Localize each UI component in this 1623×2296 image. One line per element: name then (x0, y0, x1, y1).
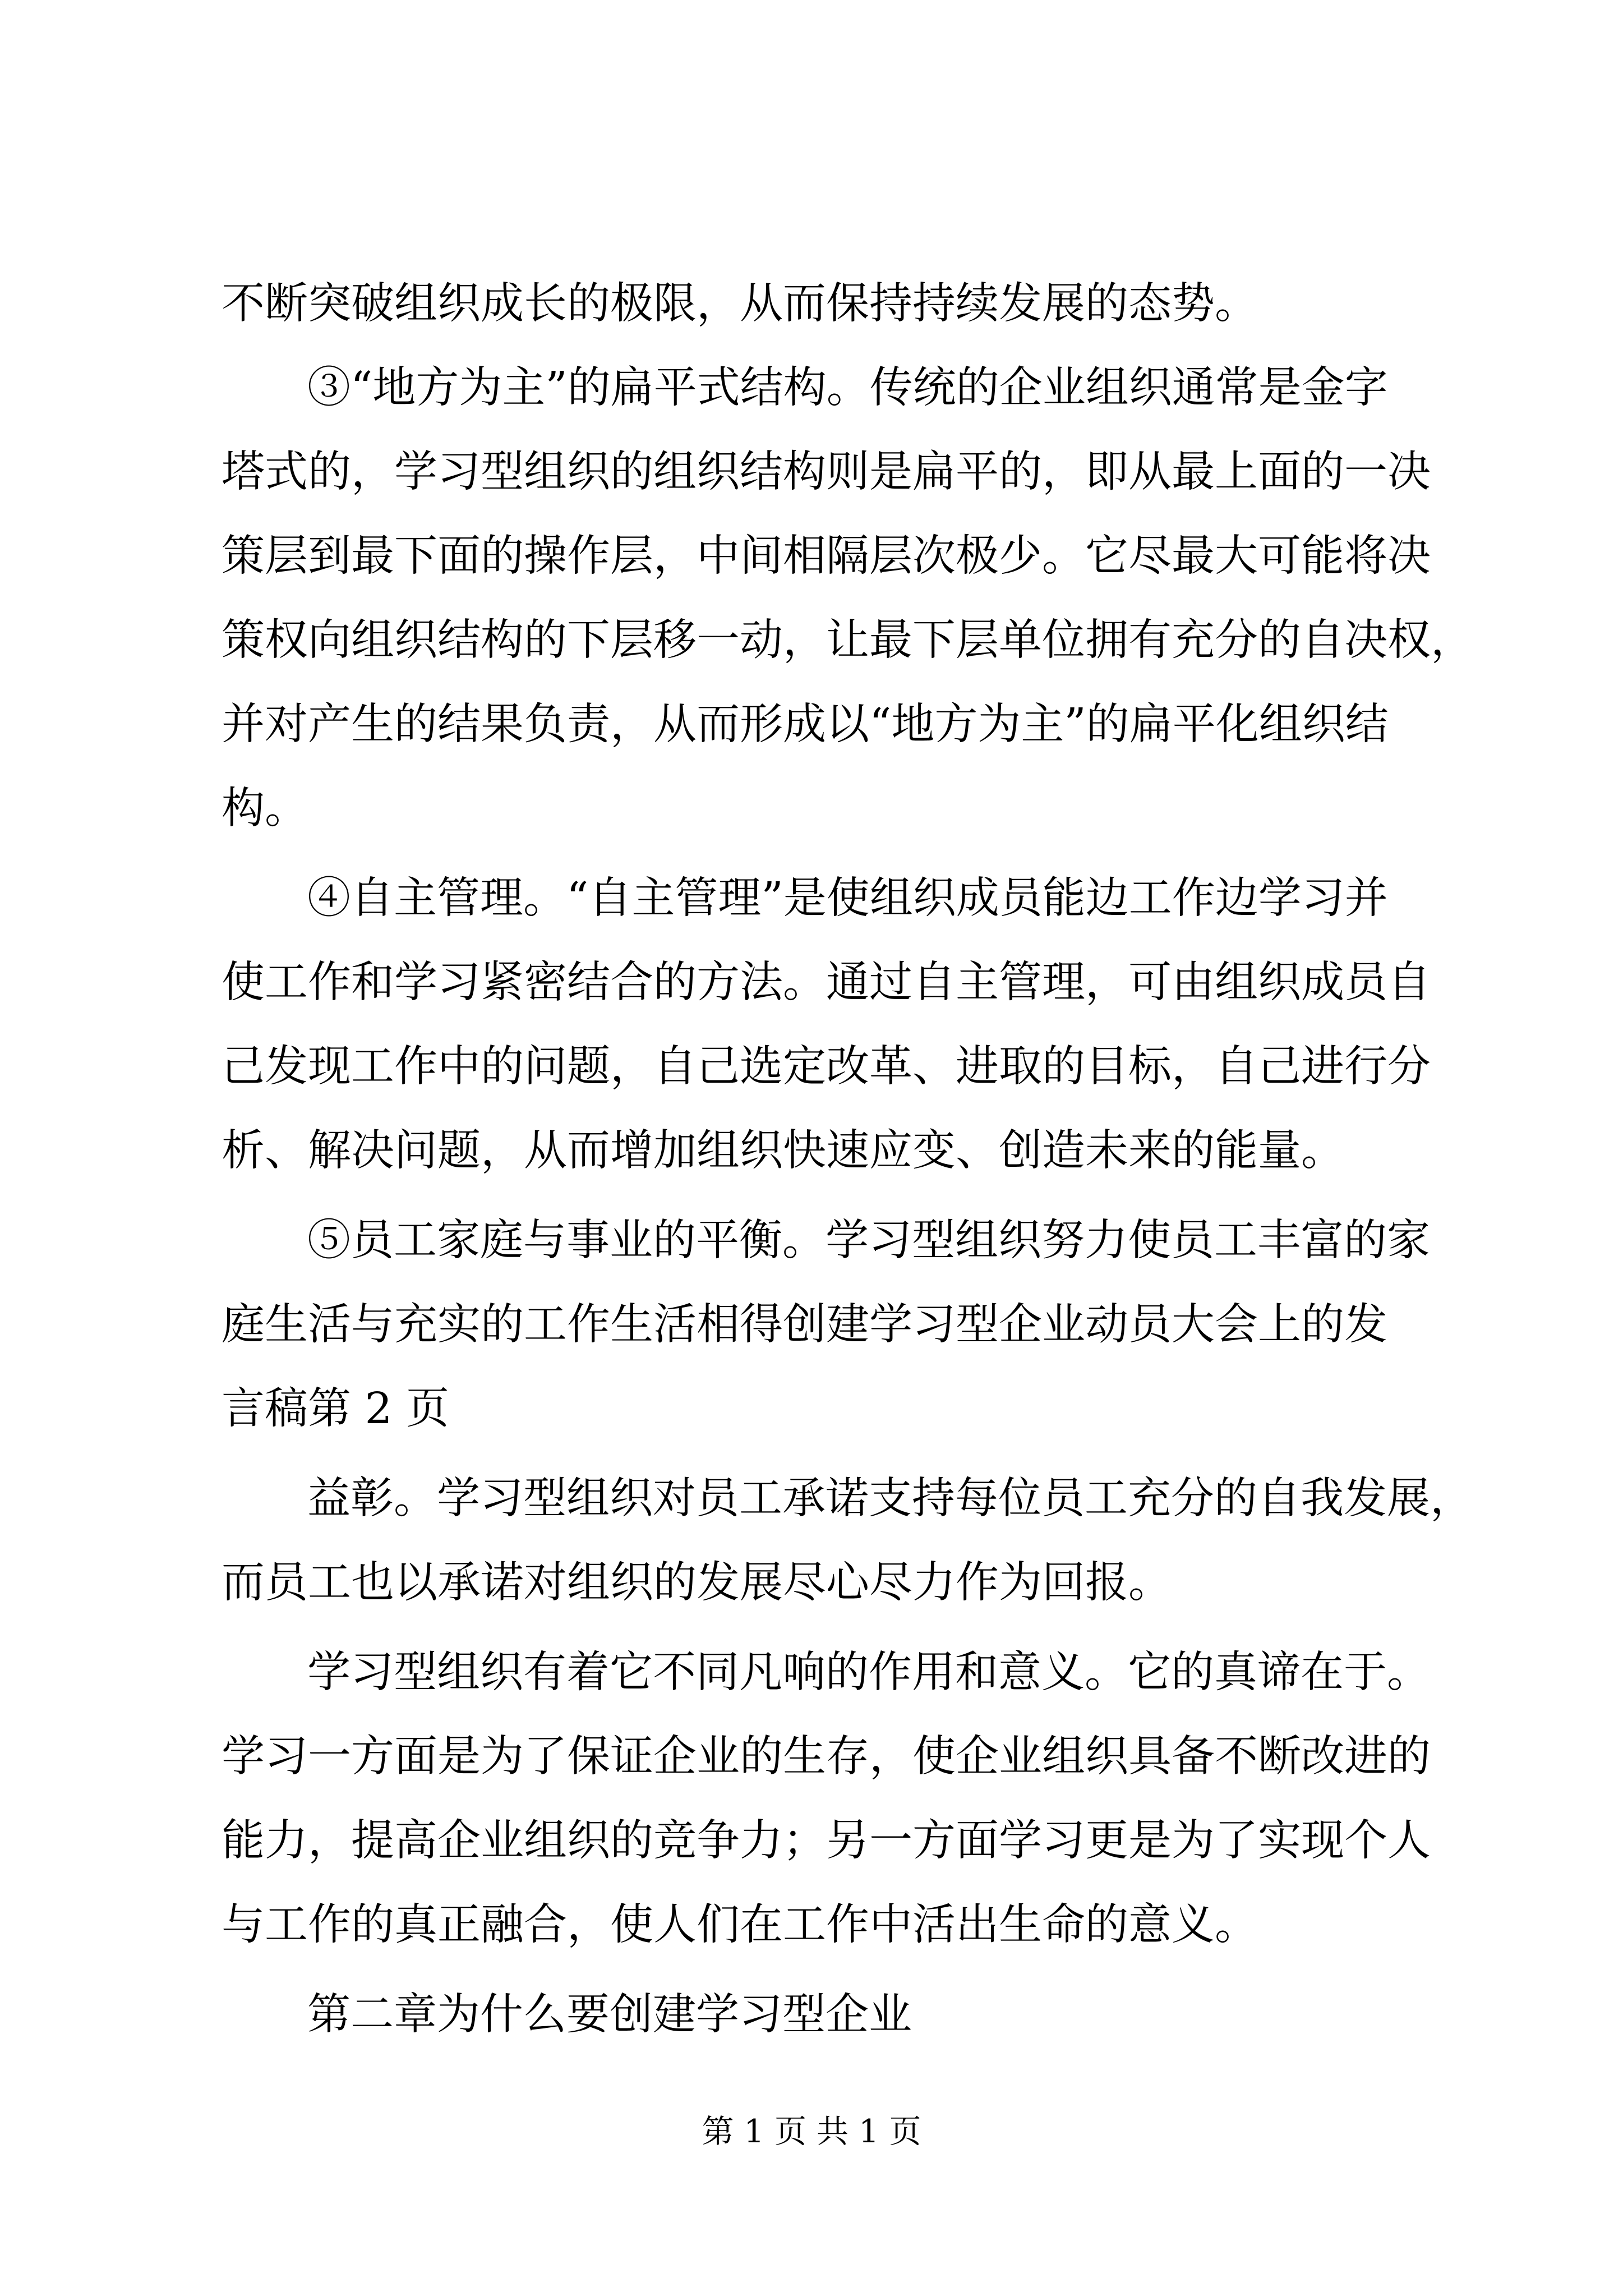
body-text-line: 与工作的真正融合，使人们在工作中活出生命的意义。 (222, 1900, 1258, 1950)
body-text-line: ③“地方为主”的扁平式结构。传统的企业组织通常是金字 (307, 363, 1388, 413)
body-text-line: 析、解决问题，从而增加组织快速应变、创造未来的能量。 (222, 1126, 1344, 1176)
body-text-line: 能力，提高企业组织的竞争力；另一方面学习更是为了实现个人 (222, 1816, 1431, 1866)
body-text-line: 而员工也以承诺对组织的发展尽心尽力作为回报。 (222, 1558, 1172, 1608)
body-text-line: 不断突破组织成长的极限，从而保持持续发展的态势。 (222, 279, 1258, 329)
body-text-line: 学习一方面是为了保证企业的生存，使企业组织具备不断改进的 (222, 1732, 1431, 1782)
body-text-line: 言稿第 2 页 (222, 1384, 449, 1434)
body-text-line: 庭生活与充实的工作生活相得创建学习型企业动员大会上的发 (222, 1300, 1387, 1350)
body-text-line: 益彰。学习型组织对员工承诺支持每位员工充分的自我发展， (307, 1474, 1473, 1524)
body-text-line: ⑤员工家庭与事业的平衡。学习型组织努力使员工丰富的家 (307, 1216, 1430, 1266)
page-footer: 第 1 页 共 1 页 (702, 2113, 921, 2150)
body-text-line: 策权向组织结构的下层移一动，让最下层单位拥有充分的自决权， (222, 615, 1474, 665)
body-text-line: 学习型组织有着它不同凡响的作用和意义。它的真谛在于。 (307, 1648, 1430, 1697)
body-text-line: 策层到最下面的操作层，中间相隔层次极少。它尽最大可能将决 (222, 531, 1431, 581)
body-text-line: 并对产生的结果负责，从而形成以“地方为主”的扁平化组织结 (222, 700, 1389, 749)
chapter-heading: 第二章为什么要创建学习型企业 (307, 1990, 912, 2040)
body-text-line: 己发现工作中的问题，自己选定改革、进取的目标，自己进行分 (222, 1042, 1431, 1092)
body-text-line: 使工作和学习紧密结合的方法。通过自主管理，可由组织成员自 (222, 958, 1431, 1007)
body-text-line: 构。 (222, 784, 308, 834)
body-text-line: ④自主管理。“自主管理”是使组织成员能边工作边学习并 (307, 873, 1388, 923)
body-text-line: 塔式的，学习型组织的组织结构则是扁平的，即从最上面的一决 (222, 447, 1431, 497)
